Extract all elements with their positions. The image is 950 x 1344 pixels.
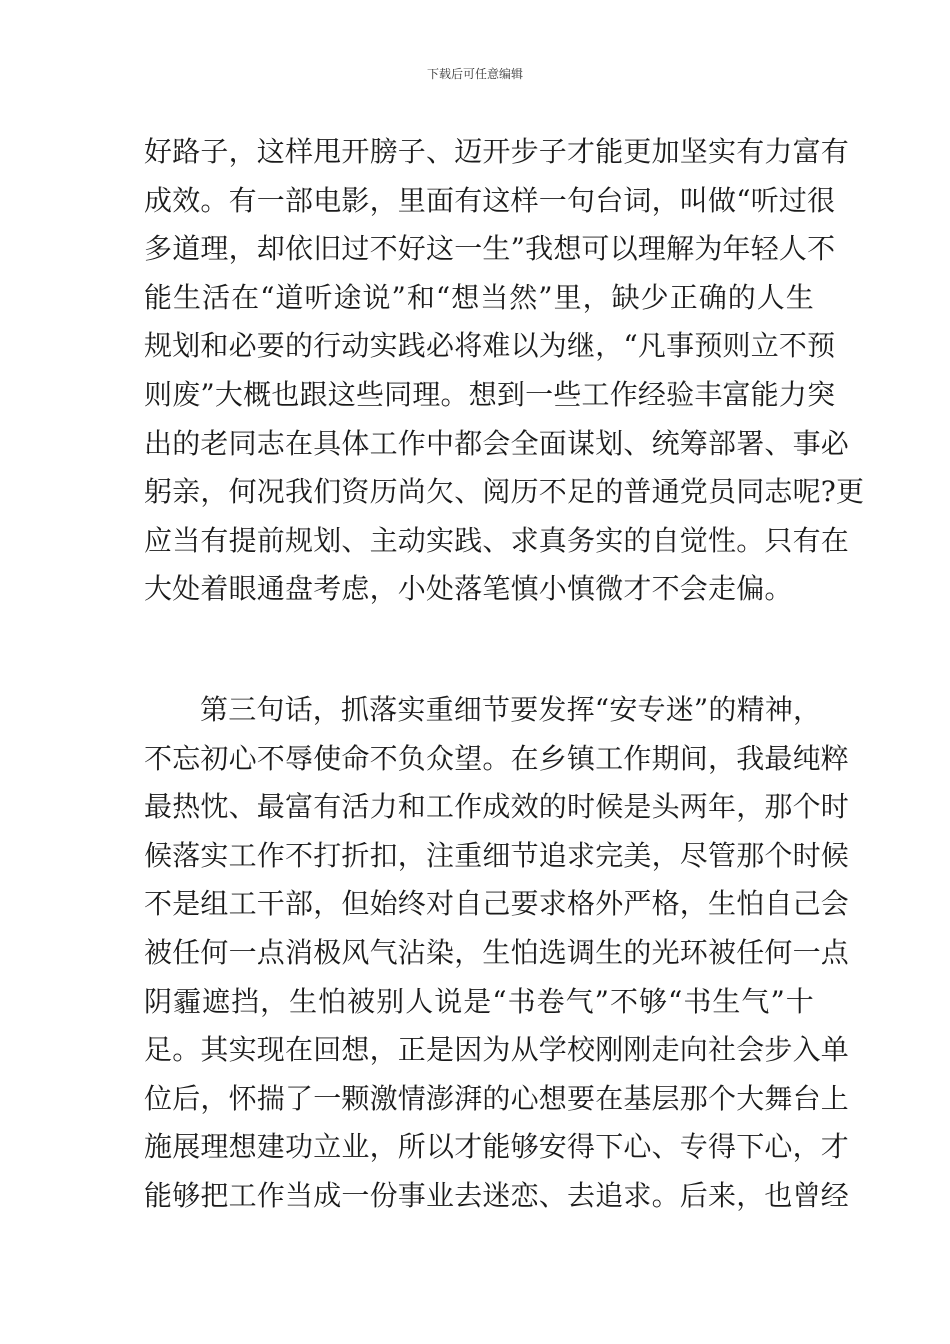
- document-body: [144, 128, 865, 1220]
- text-line: 被任何一点消极风气沾染，生怕选调生的光环被任何一点: [144, 935, 850, 969]
- page-header: 下载后可任意编辑: [426, 67, 523, 81]
- text-line: 不是组工干部，但始终对自己要求格外严格，生怕自己会: [144, 887, 850, 921]
- text-line: 能生活在“道听途说”和“想当然”里，缺少正确的人生: [144, 280, 814, 314]
- text-line: 位后，怀揣了一颗激情澎湃的心想要在基层那个大舞台上: [144, 1081, 850, 1115]
- text-line: 能够把工作当成一份事业去迷恋、去追求。后来，也曾经: [144, 1178, 850, 1212]
- text-line: 好路子，这样甩开膀子、迈开步子才能更加坚实有力富有: [144, 135, 850, 168]
- paragraph-2: [144, 686, 850, 1221]
- text-line: 出的老同志在具体工作中都会全面谋划、统筹部署、事必: [144, 426, 850, 460]
- text-line: 应当有提前规划、主动实践、求真务实的自觉性。只有在: [144, 523, 850, 557]
- text-line: 躬亲，何况我们资历尚欠、阅历不足的普通党员同志呢?更: [144, 475, 865, 509]
- text-line: 阴霾遮挡，生怕被别人说是“书卷气”不够“书生气”十: [144, 984, 814, 1018]
- text-line: 多道理，却依旧过不好这一生”我想可以理解为年轻人不: [144, 232, 836, 266]
- text-line: 规划和必要的行动实践必将难以为继，“凡事预则立不预: [144, 329, 836, 363]
- paragraph-1: [144, 128, 865, 614]
- text-line: 候落实工作不打折扣，注重细节追求完美，尽管那个时候: [144, 838, 850, 872]
- text-line: 成效。有一部电影，里面有这样一句台词，叫做“听过很: [144, 183, 836, 217]
- text-line: 大处着眼通盘考虑，小处落笔慎小慎微才不会走偏。: [144, 572, 793, 606]
- text-line: 不忘初心不辱使命不负众望。在乡镇工作期间，我最纯粹: [144, 741, 850, 775]
- text-line: 施展理想建功立业，所以才能够安得下心、专得下心，才: [144, 1130, 850, 1164]
- text-line: 第三句话，抓落实重细节要发挥“安专迷”的精神，: [200, 692, 822, 726]
- paragraph-gap: [144, 614, 814, 686]
- text-line: 最热忱、最富有活力和工作成效的时候是头两年，那个时: [144, 790, 850, 824]
- text-line: 足。其实现在回想，正是因为从学校刚刚走向社会步入单: [144, 1033, 850, 1067]
- text-line: 则废”大概也跟这些同理。想到一些工作经验丰富能力突: [144, 377, 836, 411]
